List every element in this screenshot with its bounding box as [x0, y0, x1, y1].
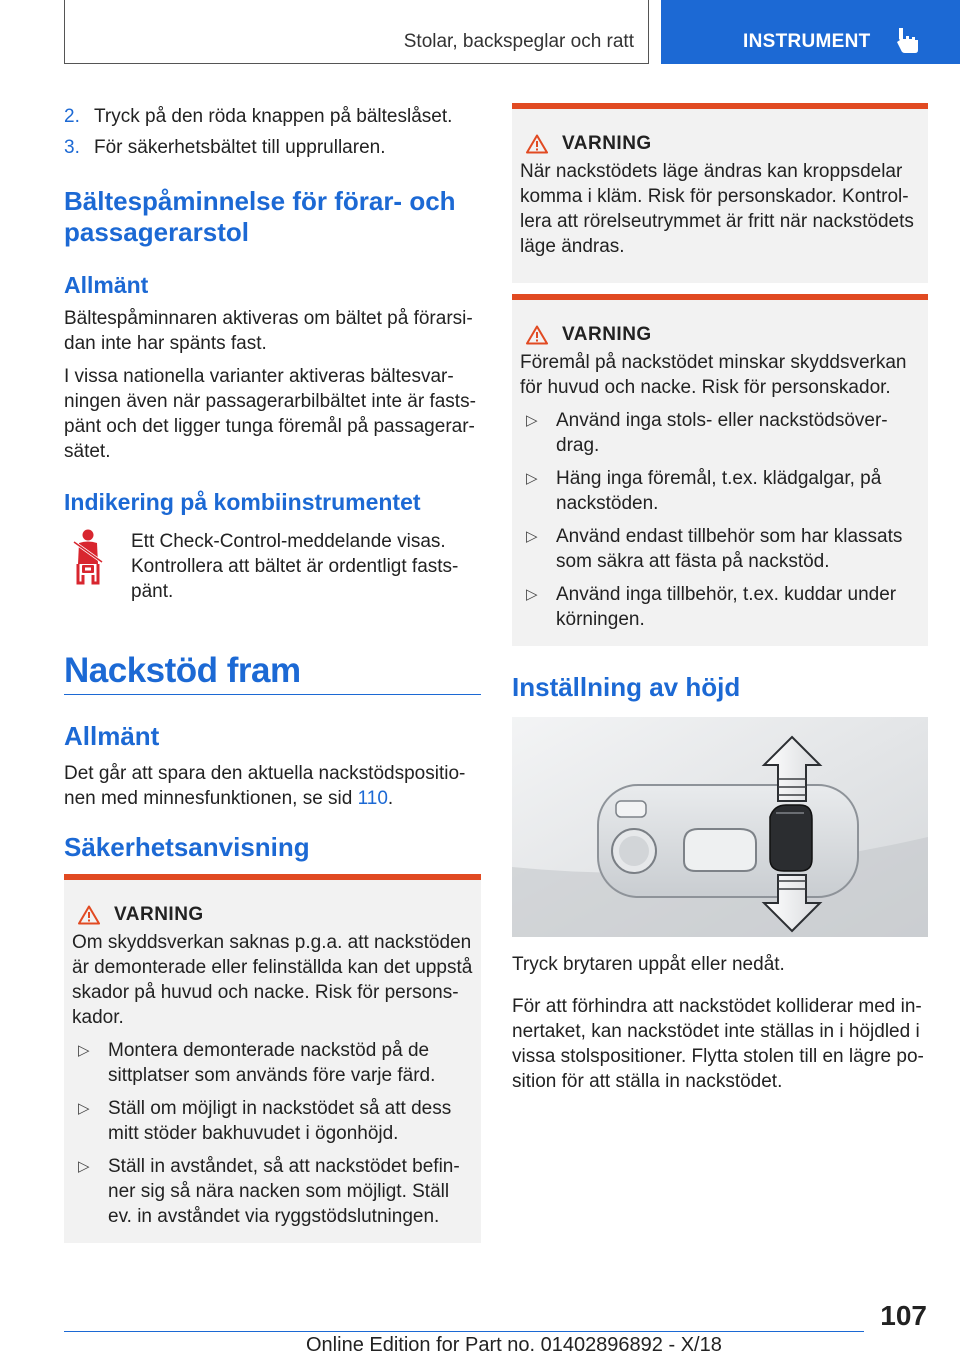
warning-title — [72, 904, 473, 926]
reminder-paragraph-2 — [64, 364, 484, 464]
text-line: sition för att ställa in nackstödet. — [512, 1071, 783, 1092]
warning-title — [520, 133, 920, 155]
display-heading: Indikering på kombiinstrumentet — [64, 489, 421, 515]
text-line: När nackstödets läge ändras kan kroppsdelar — [520, 161, 903, 182]
text-line: är demonterade eller felinställda kan det uppstå — [72, 957, 473, 978]
bullet-marker: ▷ — [526, 586, 538, 603]
seat-switch-photo — [512, 717, 928, 937]
warning-triangle-icon — [526, 134, 548, 154]
text-line: ner sig så nära nacken som möjligt. Ställ — [108, 1181, 450, 1202]
text-line: pänt. — [131, 581, 174, 602]
photo-caption: Tryck brytaren uppåt eller nedåt. — [512, 954, 785, 975]
pointing-hand-icon — [895, 26, 921, 54]
bullet-item — [72, 1096, 473, 1146]
text-line: Ställ in avståndet, så att nackstödet befin- — [108, 1156, 460, 1177]
text-line: lera att rörelseutrymmet är fritt när nackstödets — [520, 211, 914, 232]
text-line: Ställ om möjligt in nackstödet så att dess — [108, 1098, 452, 1119]
footer-divider — [64, 1331, 864, 1332]
height-paragraph — [512, 994, 932, 1094]
header-section-title: Stolar, backspeglar och ratt — [403, 31, 634, 52]
bullet-text — [556, 524, 902, 574]
header-section-box — [64, 0, 649, 64]
display-text — [131, 529, 481, 604]
warning-box — [512, 294, 928, 646]
bullet-text — [556, 408, 888, 458]
bullet-item — [520, 408, 920, 458]
text-line: körningen. — [556, 609, 645, 630]
text-line: dan inte har spänts fast. — [64, 333, 267, 354]
warning-title-text: VARNING — [562, 133, 652, 154]
text-line: sätet. — [64, 441, 111, 462]
bullet-text — [108, 1038, 435, 1088]
bullet-text — [108, 1154, 460, 1229]
text-line: ningen även när passagerarbilbältet inte är fasts- — [64, 391, 476, 412]
warning-box — [512, 103, 928, 283]
headrest-general-heading: Allmänt — [64, 721, 160, 751]
warning-title-text: VARNING — [114, 904, 204, 925]
bullet-marker: ▷ — [526, 528, 538, 545]
reminder-paragraph-1 — [64, 306, 484, 356]
warning-triangle-icon — [78, 905, 100, 925]
text-line: Om skyddsverkan saknas p.g.a. att nackstöden — [72, 932, 472, 953]
header-chapter-tab[interactable] — [661, 0, 960, 64]
reminder-general-heading: Allmänt — [64, 272, 149, 298]
step-list — [64, 104, 484, 166]
footer-edition: Online Edition for Part no. 01402896892 - X/18 — [306, 1334, 722, 1356]
text-line: Montera demonterade nackstöd på de — [108, 1040, 430, 1061]
text-line: Använd inga tillbehör, t.ex. kuddar under — [556, 584, 897, 605]
text-line: ev. in avståndet via ryggstödslutningen. — [108, 1206, 440, 1227]
text-line: nackstöden. — [556, 493, 659, 514]
bullet-marker: ▷ — [78, 1158, 90, 1175]
bullet-marker: ▷ — [78, 1042, 90, 1059]
warning-text — [520, 350, 920, 400]
step-item — [64, 135, 484, 160]
headrest-general-text — [64, 761, 484, 811]
text-line: I vissa nationella varianter aktiveras bältesvar- — [64, 366, 454, 387]
text-fragment: . — [387, 788, 394, 809]
bullet-text — [556, 466, 881, 516]
warning-box — [64, 874, 481, 1243]
warning-title-text: VARNING — [562, 324, 652, 345]
text-line: läge ändras. — [520, 236, 625, 257]
bullet-item — [72, 1038, 473, 1088]
text-line: För att förhindra att nackstödet kolliderar med in- — [512, 996, 922, 1017]
bullet-marker: ▷ — [78, 1100, 90, 1117]
warning-text — [72, 930, 473, 1030]
text-line: drag. — [556, 435, 600, 456]
step-number: 2. — [64, 106, 80, 127]
seatbelt-warning-icon — [68, 528, 110, 586]
warning-text — [520, 159, 920, 259]
text-fragment: nen med minnesfunktionen, se sid — [64, 788, 358, 809]
bullet-text — [108, 1096, 451, 1146]
headrest-title: Nackstöd fram — [64, 651, 301, 690]
text-line: mitt stöder bakhuvudet i ögonhöjd. — [108, 1123, 399, 1144]
text-line: sittplatser som används före varje färd. — [108, 1065, 436, 1086]
text-line: Föremål på nackstödet minskar skyddsverkan — [520, 352, 907, 373]
bullet-text — [556, 582, 896, 632]
seat-switch-illustration — [512, 717, 928, 937]
reminder-heading-line: Bältespåminnelse för förar- och — [64, 186, 456, 216]
step-number: 3. — [64, 137, 80, 158]
bullet-item — [72, 1154, 473, 1229]
step-text: Tryck på den röda knappen på bälteslåset. — [94, 106, 453, 127]
bullet-marker: ▷ — [526, 470, 538, 487]
page-number: 107 — [880, 1300, 927, 1331]
height-heading: Inställning av höjd — [512, 672, 741, 702]
text-line: nertaket, kan nackstödet inte ställas in i höjdled i — [512, 1021, 920, 1042]
text-line: Det går att spara den aktuella nackstödspositio- — [64, 763, 466, 784]
text-line: som säkra att fästa på nackstöd. — [556, 551, 830, 572]
text-line: vissa stolspositioner. Flytta stolen till en lägre po- — [512, 1046, 924, 1067]
header-chapter-title: INSTRUMENT — [743, 31, 871, 52]
text-line: Använd endast tillbehör som har klassats — [556, 526, 903, 547]
bullet-item — [520, 582, 920, 632]
text-line: kador. — [72, 1007, 124, 1028]
step-text: För säkerhetsbältet till upprullaren. — [94, 137, 386, 158]
text-line — [64, 786, 484, 811]
warning-title — [520, 324, 920, 346]
text-line: för huvud och nacke. Risk för personskador. — [520, 377, 891, 398]
step-item — [64, 104, 484, 129]
title-underline — [64, 694, 481, 695]
text-line: Ett Check-Control-meddelande visas. — [131, 531, 446, 552]
text-line: Bältespåminnaren aktiveras om bältet på förarsi- — [64, 308, 473, 329]
safety-heading: Säkerhetsanvisning — [64, 832, 310, 862]
text-line: komma i kläm. Risk för personskador. Kontrol- — [520, 186, 909, 207]
bullet-marker: ▷ — [526, 412, 538, 429]
text-line: skador på huvud och nacke. Risk för persons- — [72, 982, 459, 1003]
text-line: pänt och det ligger tunga föremål på passagerar- — [64, 416, 475, 437]
bullet-item — [520, 524, 920, 574]
page-reference-link[interactable]: 110 — [357, 788, 388, 809]
text-line: Kontrollera att bältet är ordentligt fasts- — [131, 556, 459, 577]
reminder-heading-line: passagerarstol — [64, 217, 249, 247]
reminder-heading — [64, 186, 484, 248]
bullet-item — [520, 466, 920, 516]
text-line: Använd inga stols- eller nackstödsöver- — [556, 410, 888, 431]
warning-triangle-icon — [526, 325, 548, 345]
text-line: Häng inga föremål, t.ex. klädgalgar, på — [556, 468, 882, 489]
